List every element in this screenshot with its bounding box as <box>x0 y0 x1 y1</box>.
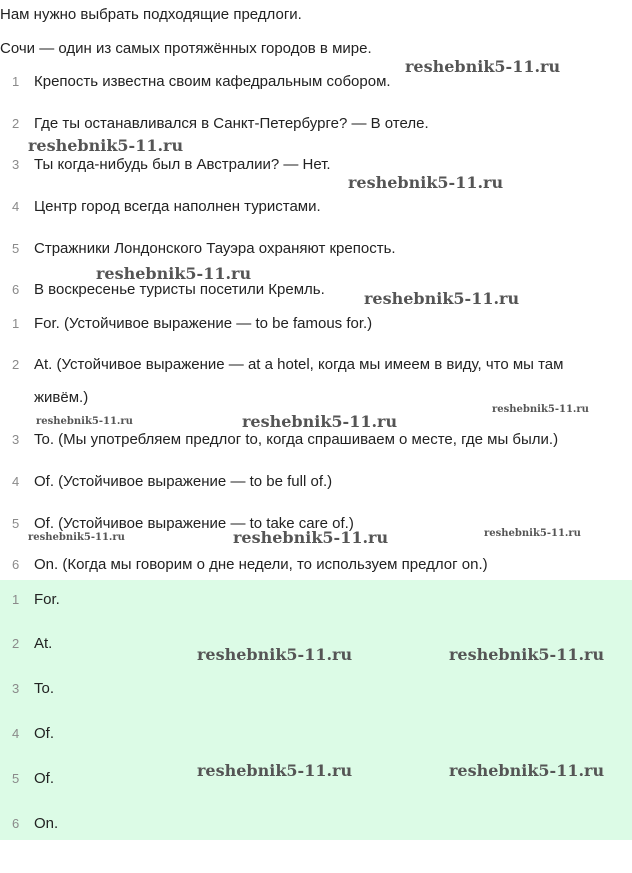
answers-panel <box>0 580 632 840</box>
watermark: reshebnik5-11.ru <box>28 532 125 543</box>
sentence-item <box>12 281 325 298</box>
explanation-item <box>12 473 332 490</box>
sentence-item <box>12 198 321 215</box>
item-text: Of. (Устойчивое выражение — to take care of.) <box>34 515 354 532</box>
item-number: 6 <box>12 816 20 831</box>
answer-item <box>12 680 54 697</box>
item-number: 5 <box>12 241 20 256</box>
item-text: Крепость известна своим кафедральным собором. <box>34 73 391 90</box>
watermark: reshebnik5-11.ru <box>28 136 184 155</box>
sentence-item <box>12 115 429 132</box>
item-text: Центр город всегда наполнен туристами. <box>34 198 321 215</box>
item-number: 2 <box>12 357 20 372</box>
watermark: reshebnik5-11.ru <box>96 264 252 283</box>
watermark: reshebnik5-11.ru <box>197 761 353 780</box>
watermark: reshebnik5-11.ru <box>348 173 504 192</box>
item-number: 3 <box>12 432 20 447</box>
sentence-item <box>12 156 331 173</box>
watermark: reshebnik5-11.ru <box>242 412 398 431</box>
watermark: reshebnik5-11.ru <box>233 528 389 547</box>
answer-item <box>12 635 52 652</box>
item-text: Где ты останавливался в Санкт-Петербурге? — В отеле. <box>34 115 429 132</box>
item-text: Ты когда-нибудь был в Австралии? — Нет. <box>34 156 331 173</box>
item-number: 4 <box>12 474 20 489</box>
item-number: 1 <box>12 592 20 607</box>
item-number: 2 <box>12 116 20 131</box>
item-number: 2 <box>12 636 20 651</box>
watermark: reshebnik5-11.ru <box>492 404 589 415</box>
item-number: 5 <box>12 771 20 786</box>
watermark: reshebnik5-11.ru <box>364 289 520 308</box>
item-text: On. <box>34 815 59 832</box>
watermark: reshebnik5-11.ru <box>197 645 353 664</box>
item-text: Of. <box>34 770 55 787</box>
item-text: Of. (Устойчивое выражение — to be full of.) <box>34 473 333 490</box>
item-number: 3 <box>12 681 20 696</box>
item-text: To. (Мы употребляем предлог to, когда спрашиваем о месте, где мы были.) <box>34 431 559 448</box>
answer-item <box>12 725 54 742</box>
item-text: At. (Устойчивое выражение — at a hotel, когда мы имеем в виду, что мы там <box>34 356 564 373</box>
explanation-continuation: живём.) <box>34 389 89 406</box>
watermark: reshebnik5-11.ru <box>449 761 605 780</box>
item-text: For. (Устойчивое выражение — to be famous for.) <box>34 315 373 332</box>
answer-item <box>12 815 58 832</box>
intro-text: Нам нужно выбрать подходящие предлоги. <box>0 6 302 23</box>
item-number: 1 <box>12 74 20 89</box>
item-text: Стражники Лондонского Тауэра охраняют крепость. <box>34 240 396 257</box>
watermark: reshebnik5-11.ru <box>405 57 561 76</box>
item-text: For. <box>34 591 60 608</box>
explanation-item <box>12 431 558 448</box>
explanation-item <box>12 356 563 373</box>
item-number: 4 <box>12 199 20 214</box>
item-number: 3 <box>12 157 20 172</box>
explanation-item <box>12 556 488 573</box>
item-number: 1 <box>12 316 20 331</box>
item-text: On. (Когда мы говорим о дне недели, то используем предлог on.) <box>34 556 488 573</box>
answer-item <box>12 770 54 787</box>
watermark: reshebnik5-11.ru <box>36 416 133 427</box>
watermark: reshebnik5-11.ru <box>449 645 605 664</box>
sentence-item <box>12 73 391 90</box>
example-sentence: Сочи — один из самых протяжённых городов в мире. <box>0 40 372 57</box>
item-number: 4 <box>12 726 20 741</box>
item-text: В воскресенье туристы посетили Кремль. <box>34 281 325 298</box>
watermark: reshebnik5-11.ru <box>484 528 581 539</box>
item-text: To. <box>34 680 55 697</box>
item-number: 6 <box>12 557 20 572</box>
explanation-item <box>12 315 372 332</box>
answer-item <box>12 591 60 608</box>
sentence-item <box>12 240 396 257</box>
item-number: 6 <box>12 282 20 297</box>
item-text: At. <box>34 635 53 652</box>
item-text: Of. <box>34 725 55 742</box>
item-number: 5 <box>12 516 20 531</box>
